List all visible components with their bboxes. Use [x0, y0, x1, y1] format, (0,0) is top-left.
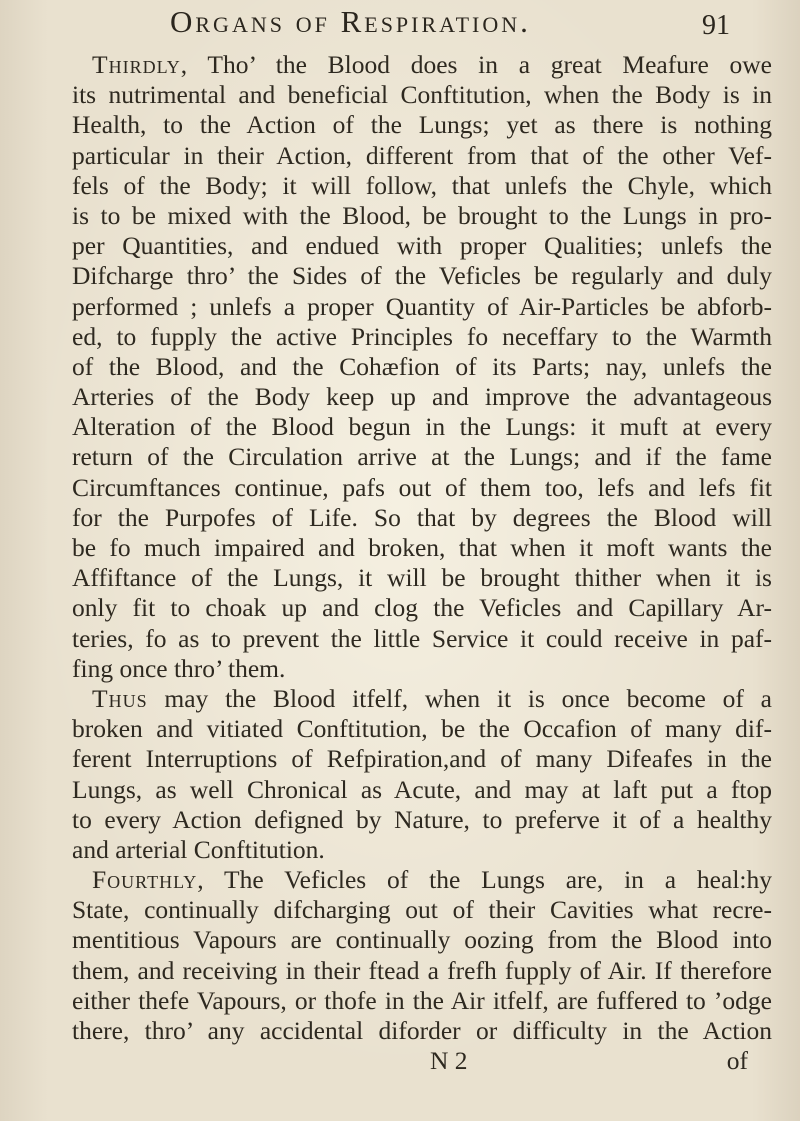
text-line: State, continually difcharging out of their Cavities what recre- [72, 895, 772, 925]
text-line: ed, to fupply the active Principles fo neceffary to the Warmth [72, 321, 772, 351]
text-line: Thus may the Blood itfelf, when it is once become of a [92, 683, 772, 713]
text-line: Circumftances continue, pafs out of them too, lefs and lefs fit [72, 472, 772, 502]
text-line: Alteration of the Blood begun in the Lungs: it muft at every [72, 412, 772, 442]
text-line: to every Action defigned by Nature, to preferve it of a healthy [72, 804, 772, 834]
text-line: Thirdly, Tho’ the Blood does in a great Meafure owe [92, 50, 772, 79]
text-line: and arterial Conftitution. [72, 834, 325, 864]
text-line: of the Blood, and the Cohæfion of its Parts; nay, unlefs the [72, 351, 772, 381]
text-line: teries, fo as to prevent the little Service it could receive in paf- [72, 623, 772, 653]
running-head-title: Organs of Respiration. [170, 4, 531, 39]
text-line: performed ; unlefs a proper Quantity of Air-Particles be abforb- [72, 291, 772, 321]
text-line: for the Purpofes of Life. So that by degrees the Blood will [72, 502, 772, 532]
catchword: of [726, 1046, 748, 1076]
text-line: Fourthly, The Veficles of the Lungs are, in a heal:hy [92, 865, 772, 895]
text-line: Difcharge thro’ the Sides of the Veficles be regularly and duly [72, 261, 772, 291]
text-line: fels of the Body; it will follow, that unlefs the Chyle, which [72, 170, 772, 200]
text-line: return of the Circulation arrive at the Lungs; and if the fame [72, 442, 772, 472]
running-head [170, 4, 730, 44]
page-footer [72, 1046, 772, 1076]
text-line: Affiftance of the Lungs, it will be brought thither when it is [72, 563, 772, 593]
text-line: Arteries of the Body keep up and improve the advantageous [72, 382, 772, 412]
text-line: ferent Interruptions of Refpiration,and of many Difeafes in the [72, 744, 772, 774]
text-line: there, thro’ any accidental diforder or difficulty in the Action [72, 1016, 772, 1045]
text-line: Health, to the Action of the Lungs; yet as there is nothing [72, 110, 772, 140]
text-line: only fit to choak up and clog the Veficles and Capillary Ar- [72, 593, 772, 623]
text-line: them, and receiving in their ftead a frefh fupply of Air. If therefore [72, 955, 772, 985]
text-line: fing once thro’ them. [72, 653, 286, 683]
paragraph-lead-word: Thus [92, 683, 148, 713]
paragraph-lead-word: Fourthly [92, 865, 198, 895]
text-line: is to be mixed with the Blood, be brought to the Lungs in pro- [72, 200, 772, 230]
paragraph-lead-word: Thirdly [92, 50, 181, 79]
text-line: Lungs, as well Chronical as Acute, and may at laft put a ftop [72, 774, 772, 804]
text-line: broken and vitiated Conftitution, be the Occafion of many dif- [72, 714, 772, 744]
text-line: mentitious Vapours are continually oozing from the Blood into [72, 925, 772, 955]
body-text [72, 50, 772, 1076]
signature-mark: N 2 [430, 1046, 468, 1076]
text-line: per Quantities, and endued with proper Qualities; unlefs the [72, 231, 772, 261]
text-line: particular in their Action, different from that of the other Vef- [72, 140, 772, 170]
text-line: be fo much impaired and broken, that when it moft wants the [72, 533, 772, 562]
page-number: 91 [702, 10, 730, 41]
text-line: either thefe Vapours, or thofe in the Air itfelf, are fuffered to ’odge [72, 985, 772, 1015]
text-line: its nutrimental and beneficial Conftitution, when the Body is in [72, 80, 772, 110]
